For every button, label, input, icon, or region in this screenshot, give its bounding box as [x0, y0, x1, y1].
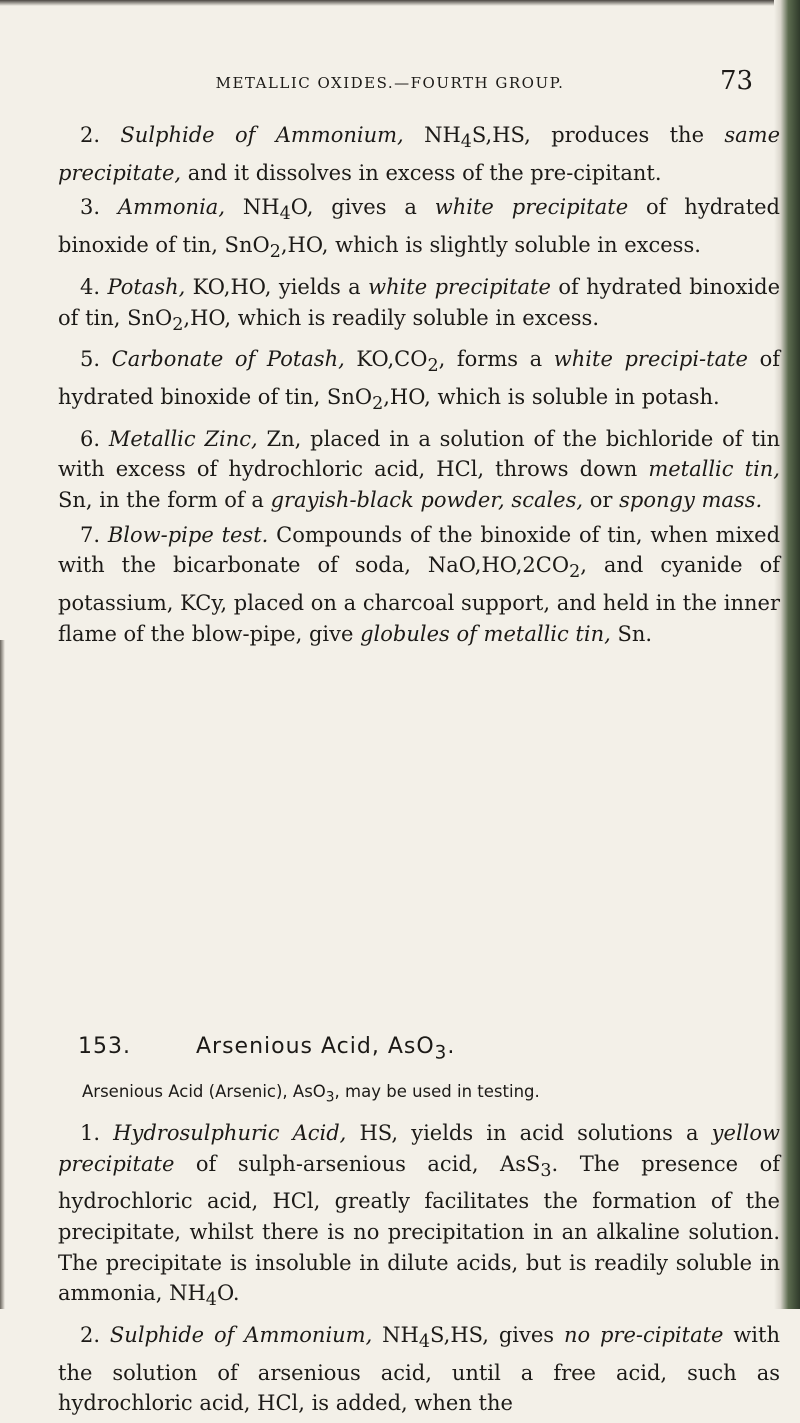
text-run: NH — [225, 195, 280, 220]
section-note-text: Arsenious Acid (Arsenic), AsO — [82, 1082, 326, 1101]
italic-text: Metallic Zinc, — [108, 426, 258, 451]
paragraph-p5 — [58, 344, 780, 420]
section-title-subscript: 3 — [434, 1042, 448, 1064]
paragraph-p2 — [58, 120, 780, 188]
text-run: Sn, in the form of a — [58, 488, 271, 513]
italic-text: yellow precipitate — [58, 1121, 781, 1176]
italic-text: Sulphide of Ammonium, — [120, 123, 404, 147]
section-heading — [78, 1034, 778, 1063]
section-title: Arsenious Acid, AsO — [196, 1034, 435, 1059]
section-note-end: , may be used in testing. — [334, 1082, 540, 1101]
text-run: HS, yields in acid solutions a — [346, 1121, 712, 1145]
text-run: 2. — [80, 1322, 110, 1347]
subscript: 2 — [269, 242, 281, 263]
italic-text: globules of metallic tin, — [360, 621, 611, 646]
text-block-top — [58, 120, 780, 653]
text-block-bottom — [58, 1118, 780, 1423]
text-run: ,HO, which is readily soluble in excess. — [183, 305, 599, 330]
text-run: S,HS, produces the — [471, 123, 725, 147]
paragraph-q1 — [58, 1118, 780, 1316]
text-run: 3. — [80, 195, 118, 220]
italic-text: Sulphide of Ammonium, — [109, 1322, 373, 1347]
text-run: 6. — [80, 426, 109, 451]
subscript: 4 — [460, 132, 472, 153]
text-run: . The presence of hydrochloric acid, HCl, greatly facilitates the formation of the precipitate, whilst there is no precipitation in an alkaline solution. The precipitate is insoluble in dilute acids, but is readily soluble in ammonia, NH — [58, 1151, 780, 1306]
subscript: 2 — [372, 394, 384, 415]
italic-text: Hydrosulphuric Acid, — [113, 1121, 347, 1145]
text-run: or — [583, 488, 620, 513]
italic-text: metallic tin, — [648, 457, 780, 482]
subscript: 4 — [205, 1290, 217, 1311]
section-note-subscript: 3 — [325, 1089, 335, 1106]
italic-text: grayish-black powder, scales, — [270, 488, 584, 513]
page-number: 73 — [720, 66, 754, 96]
running-header: METALLIC OXIDES.—FOURTH GROUP. — [215, 74, 565, 92]
text-run: KO,HO, yields a — [185, 274, 369, 299]
italic-text: white precipitate — [368, 274, 551, 299]
subscript: 4 — [418, 1332, 430, 1353]
italic-text: Carbonate of Potash, — [111, 347, 345, 372]
text-run: of hydrated binoxide of tin, SnO — [58, 274, 780, 330]
italic-text: Ammonia, — [117, 195, 225, 220]
subscript: 4 — [279, 204, 291, 225]
text-run: O, gives a — [290, 195, 435, 220]
text-run: , and cyanide of potassium, KCy, placed on a charcoal support, and held in the inner flame of the blow-pipe, give — [58, 553, 780, 646]
text-run: 7. — [80, 522, 108, 547]
paragraph-p6 — [58, 424, 780, 516]
italic-text: white precipitate — [434, 195, 629, 220]
paragraph-p4 — [58, 272, 780, 340]
text-run: ,HO, which is slightly soluble in excess. — [280, 233, 701, 258]
text-run: Zn, placed in a solution of the bichloride of tin with excess of hydrochloric acid, HCl, throws down — [58, 426, 781, 482]
text-run: O. — [216, 1281, 240, 1306]
text-run: 1. — [80, 1121, 114, 1145]
text-run: with the solution of arsenious acid, until a free acid, such as hydrochloric acid, HCl, is added, when the — [58, 1322, 780, 1416]
text-run: , forms a — [438, 347, 554, 372]
italic-text: white precipi-tate — [553, 347, 748, 372]
text-run: and it dissolves in excess of the pre-cipitant. — [181, 160, 662, 185]
text-run: 4. — [80, 274, 108, 299]
section-title-end: . — [447, 1034, 456, 1059]
paragraph-q2 — [58, 1320, 780, 1419]
page-shadow-left — [0, 640, 5, 1309]
subscript: 2 — [172, 314, 184, 335]
text-run: Sn. — [610, 621, 653, 646]
text-run: 2. — [80, 123, 121, 147]
section-number: 153. — [78, 1034, 131, 1059]
text-run: ,HO, which is soluble in potash. — [383, 385, 720, 410]
paragraph-p3 — [58, 192, 780, 268]
italic-text: spongy mass. — [619, 488, 763, 513]
text-run: of sulph-arsenious acid, AsS — [174, 1151, 541, 1176]
italic-text: Blow-pipe test. — [107, 522, 269, 547]
text-run: 5. — [80, 347, 112, 372]
page-shadow-top — [0, 0, 800, 6]
subscript: 3 — [540, 1160, 552, 1181]
text-run: of hydrated binoxide of tin, SnO — [58, 195, 781, 258]
italic-text: same precipitate, — [58, 123, 781, 185]
subscript: 2 — [569, 562, 581, 583]
section-note — [82, 1082, 772, 1105]
paragraph-p7 — [58, 520, 780, 650]
text-run: S,HS, gives — [430, 1322, 564, 1347]
text-run: NH — [403, 123, 461, 147]
text-run: Compounds of the binoxide of tin, when mixed with the bicarbonate of soda, NaO,HO,2CO — [58, 522, 781, 578]
italic-text: no pre-cipitate — [563, 1322, 724, 1347]
italic-text: Potash, — [107, 274, 186, 299]
text-run: KO,CO — [344, 347, 428, 372]
text-run: of hydrated binoxide of tin, SnO — [58, 347, 780, 410]
subscript: 2 — [427, 356, 439, 377]
text-run: NH — [372, 1322, 419, 1347]
